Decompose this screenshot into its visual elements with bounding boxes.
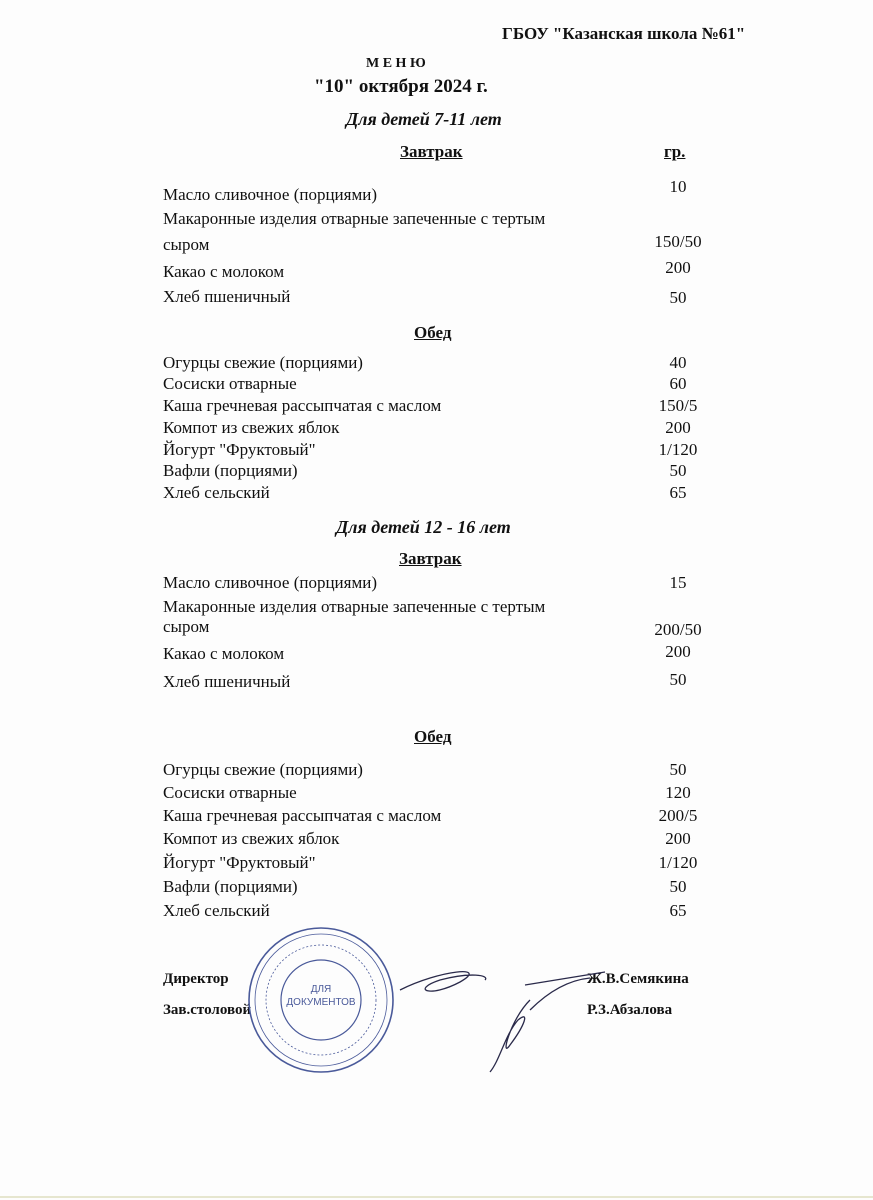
menu-item-value: 50 [669,461,687,480]
age-group-heading: Для детей 7-11 лет [346,109,502,129]
menu-item-value: 15 [669,573,687,592]
official-stamp [246,925,396,1075]
menu-title: М Е Н Ю [366,56,426,71]
menu-item-name: Йогурт "Фруктовый" [163,440,316,459]
menu-item-value: 60 [669,374,687,393]
menu-item-value: 10 [669,177,687,196]
menu-item-value: 200/5 [658,806,698,825]
menu-item-name: Хлеб сельский [163,901,270,920]
menu-item-name: Макаронные изделия отварные запеченные с тертым [163,209,546,228]
menu-item-name: Какао с молоком [163,644,285,663]
menu-item-name: Макаронные изделия отварные запеченные с тертым [163,597,546,616]
menu-item-value: 1/120 [658,440,698,459]
menu-item-name: Хлеб сельский [163,483,270,502]
scan-edge [0,1196,873,1198]
menu-item-name: Вафли (порциями) [163,877,298,896]
director-label: Директор [163,971,229,987]
lunch-heading: Обед [414,727,452,746]
menu-item-value: 200 [665,642,691,661]
menu-item-name: Компот из свежих яблок [163,829,340,848]
menu-item-name: Огурцы свежие (порциями) [163,353,363,372]
menu-item-value: 200/50 [654,620,702,639]
stamp-text-1: ДЛЯ [310,984,332,995]
menu-item-value: 50 [669,670,687,689]
stamp-text-2: ДОКУМЕНТОВ [286,997,356,1008]
menu-item-name: Каша гречневая рассыпчатая с маслом [163,806,442,825]
menu-item-value: 65 [669,901,687,920]
menu-item-name: Вафли (порциями) [163,461,298,480]
canteen-head-label: Зав.столовой [163,1002,252,1018]
breakfast-heading: Завтрак [399,549,462,568]
lunch-heading: Обед [414,323,452,342]
menu-item-value: 200 [665,258,691,277]
menu-item-name-cont: сыром [163,617,210,636]
menu-item-value: 200 [665,829,691,848]
handwritten-signatures-icon [380,960,610,1080]
menu-item-value: 50 [669,760,687,779]
menu-item-name-cont: сыром [163,235,210,254]
canteen-head-name: Р.З.Абзалова [587,1002,673,1018]
age-group-heading: Для детей 12 - 16 лет [336,517,511,537]
menu-item-value: 40 [669,353,687,372]
director-name: Ж.В.Семякина [587,971,689,987]
menu-date: "10" октября 2024 г. [314,76,488,97]
menu-item-value: 50 [669,288,687,307]
menu-item-name: Масло сливочное (порциями) [163,573,377,592]
menu-item-name: Хлеб пшеничный [163,287,291,306]
school-name: ГБОУ "Казанская школа №61" [502,24,746,43]
menu-item-name: Огурцы свежие (порциями) [163,760,363,779]
menu-item-value: 120 [665,783,691,802]
menu-item-name: Сосиски отварные [163,783,297,802]
menu-item-value: 200 [665,418,691,437]
menu-item-name: Компот из свежих яблок [163,418,340,437]
menu-item-value: 50 [669,877,687,896]
menu-item-name: Какао с молоком [163,262,285,281]
menu-item-name: Масло сливочное (порциями) [163,185,377,204]
unit-heading: гр. [664,142,686,161]
menu-item-name: Сосиски отварные [163,374,297,393]
menu-item-value: 65 [669,483,687,502]
menu-item-name: Хлеб пшеничный [163,672,291,691]
breakfast-heading: Завтрак [400,142,463,161]
menu-item-value: 150/5 [658,396,698,415]
menu-item-name: Каша гречневая рассыпчатая с маслом [163,396,442,415]
menu-item-value: 1/120 [658,853,698,872]
menu-item-value: 150/50 [654,232,702,251]
menu-item-name: Йогурт "Фруктовый" [163,853,316,872]
